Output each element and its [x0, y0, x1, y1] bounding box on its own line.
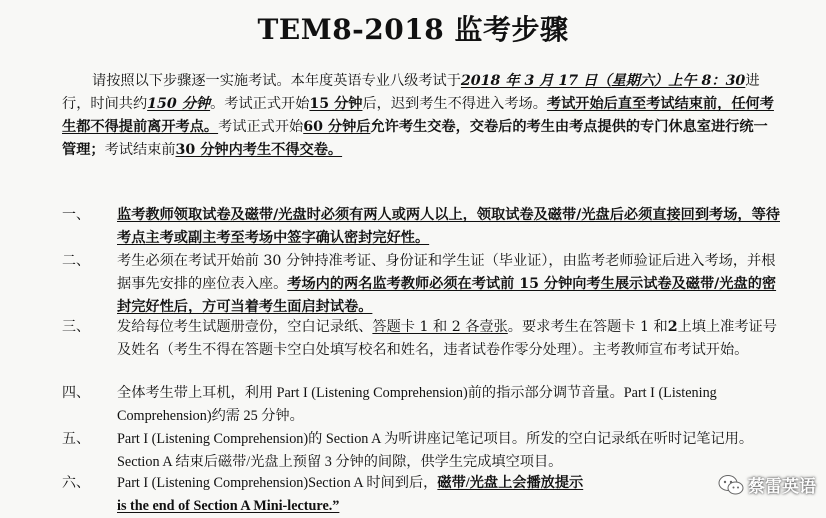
intro-text: 。考试正式开始: [210, 96, 310, 112]
submit-time: 60 分钟后: [303, 119, 371, 135]
submit-rule: 允许考生交卷，交卷后的考生由考点提供的专门休息室进行统一管理；: [62, 119, 768, 158]
step-number: 二、: [62, 253, 90, 269]
step-number: 三、: [62, 319, 90, 335]
step-number: 一、: [62, 207, 90, 223]
wechat-icon: [718, 474, 744, 496]
exam-date: 2018 年 3 月 17 日（星期六）上午 8：30: [460, 73, 746, 89]
answer-sheet-note: 答题卡 1 和 2 各壹张: [372, 319, 508, 335]
no-leave-rule: 考试开始后直至考试结束前，任何考生都不得提前离开考点。: [62, 96, 774, 135]
step-number: 六、: [62, 475, 90, 491]
step-text: Part I (Listening Comprehension)Section A 时间到后，: [117, 475, 438, 491]
watermark: [718, 472, 816, 497]
late-limit: 15 分钟: [309, 96, 363, 112]
step-text-bold: is the end of Section A Mini-lecture.”: [117, 498, 340, 514]
intro-text: 考试结束前: [104, 142, 176, 158]
intro-text: 进行，时间共约: [62, 73, 760, 112]
page-title: TEM8-2018 监考步骤: [257, 13, 569, 46]
step-number: 四、: [62, 385, 90, 401]
intro-text: 考试正式开始: [218, 119, 304, 135]
step-number: 五、: [62, 431, 90, 447]
step-text: 全体考生带上耳机，利用 Part I (Listening Comprehension)前的指示部分调节音量。Part I (Listening Comprehension)约需 25 分钟。: [117, 385, 717, 424]
watermark-text: 蔡雷英语: [748, 477, 816, 497]
step-text-bold: 考场内的两名监考教师必须在考试前 15 分钟向考生展示试卷及磁带/光盘的密封完好性后，方可当着考生面启封试卷。: [117, 276, 777, 315]
intro-text: 后，迟到考生不得进入考场。: [362, 96, 547, 112]
intro-text: 请按照以下步骤逐一实施考试。本年度英语专业八级考试于: [92, 73, 461, 89]
no-submit-rule: 30 分钟内考生不得交卷。: [175, 142, 343, 158]
step-text-bold: 磁带/光盘上会播放提示: [437, 475, 584, 491]
intro-paragraph: [62, 70, 780, 162]
step-text: 监考教师领取试卷及磁带/光盘时必须有两人或两人以上，领取试卷及磁带/光盘后必须直接回到考场，等待考点主考或副主考至考场中签字确认密封完好性。: [117, 207, 780, 246]
step-text: Part I (Listening Comprehension)的 Section A 为听讲座记笔记项目。所发的空白记录纸在听时记笔记用。Section A 结束后磁带/光盘上预留 3 分钟的间隙，供学生完成填空项目。: [117, 431, 754, 470]
step-text: 。要求考生在答题卡 1 和: [507, 319, 668, 335]
step-text: 考生必须在考试开始前 30 分钟持准考证、身份证和学生证（毕业证），由监考老师验证后进入考场，并根据事先安排的座位表入座。: [117, 253, 776, 292]
answer-sheet-number: 2: [667, 319, 678, 335]
step-text: 上填上准考证号及姓名（考生不得在答题卡空白处填写校名和姓名，违者试卷作零分处理）。主考教师宣布考试开始。: [117, 319, 777, 358]
exam-duration: 150 分钟: [147, 96, 211, 112]
step-text: 发给每位考生试题册壹份，空白记录纸、: [117, 319, 373, 335]
